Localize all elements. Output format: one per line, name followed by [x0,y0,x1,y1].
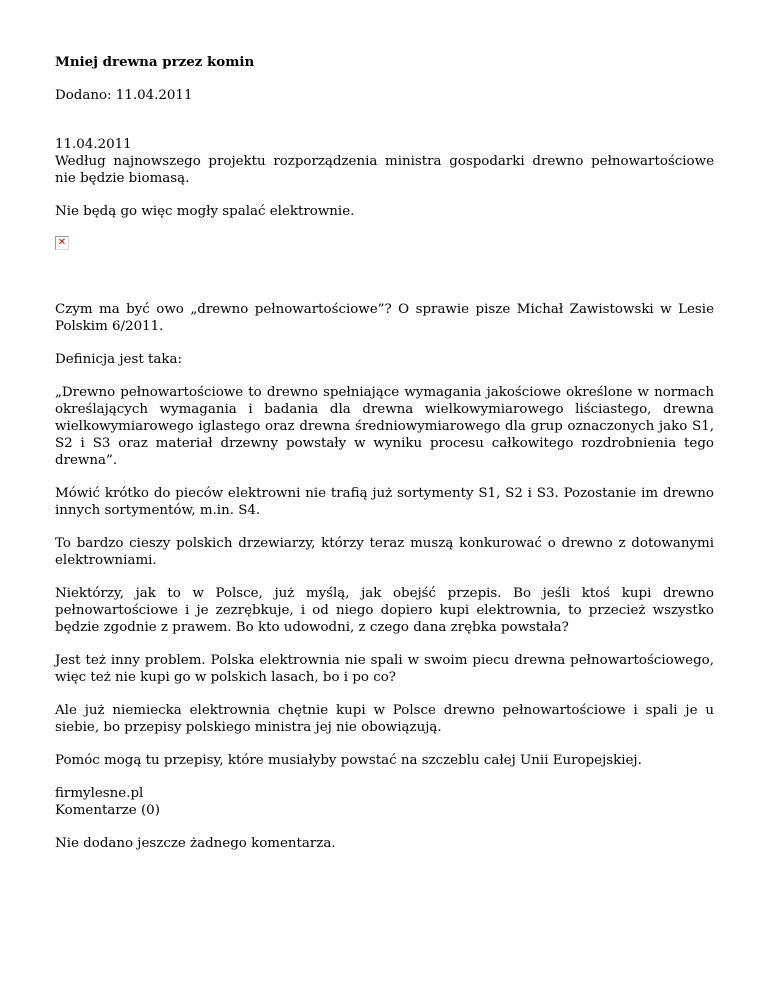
article-title: Mniej drewna przez komin [55,54,255,70]
paragraph-5: Mówić krótko do pieców elektrowni nie trafią już sortymenty S1, S2 i S3. Pozostanie im drewno innych sortymentów, m.in. S4. [55,486,714,518]
paragraph-9: Ale już niemiecka elektrownia chętnie kupi w Polsce drewno pełnowartościowe i spali je u siebie, bo przepisy polskiego ministra jej nie obowiązują. [55,703,714,735]
article-lead: Według najnowszego projektu rozporządzenia ministra gospodarki drewno pełnowartościowe nie będzie biomasą. [55,154,714,186]
no-comments-message: Nie dodano jeszcze żadnego komentarza. [55,836,336,851]
paragraph-2: Czym ma być owo „drewno pełnowartościowe”? O sprawie pisze Michał Zawistowski w Lesie Polskim 6/2011. [55,302,714,334]
paragraph-7: Niektórzy, jak to w Polsce, już myślą, jak obejść przepis. Bo jeśli ktoś kupi drewno pełnowartościowe i je zezrębkuje, i od niego dopiero kupi elektrownia, to przecież wszystko będzie zgodnie z prawem. Bo kto udowodni, z czego dana zrębka powstała? [55,586,714,635]
source: firmylesne.pl [55,786,144,801]
added-date: Dodano: 11.04.2011 [55,88,193,103]
article-date: 11.04.2011 [55,137,132,152]
paragraph-3: Definicja jest taka: [55,352,182,367]
comments-label: Komentarze (0) [55,803,160,818]
paragraph-8: Jest też inny problem. Polska elektrownia nie spali w swoim piecu drewna pełnowartościowego, więc też nie kupi go w polskich lasach, bo i po co? [55,653,714,685]
definition-quote: „Drewno pełnowartościowe to drewno spełniające wymagania jakościowe określone w normach określających wymagania i badania dla drewna wielkowymiarowego liściastego, drewna wielkowymiarowego iglastego oraz drewna średniowymiarowego dla grup oznaczonych jako S1, S2 i S3 oraz materiał drzewny powstały w wyniku procesu całkowitego rozdrobnienia tego drewna”. [55,385,714,468]
paragraph-6: To bardzo cieszy polskich drzewiarzy, którzy teraz muszą konkurować o drewno z dotowanymi elektrowniami. [55,536,714,568]
paragraph-10: Pomóc mogą tu przepisy, które musiałyby powstać na szczeblu całej Unii Europejskiej. [55,753,642,768]
paragraph-1: Nie będą go więc mogły spalać elektrownie. [55,204,355,219]
broken-image-icon: ✕ [55,236,69,250]
